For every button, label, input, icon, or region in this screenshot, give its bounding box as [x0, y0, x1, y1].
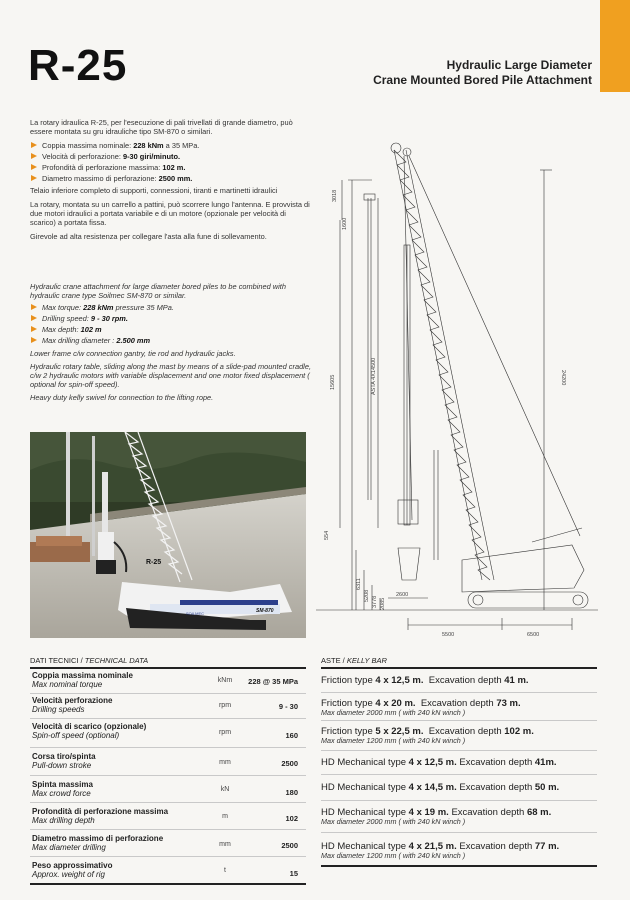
- bullet-label: Max torque:: [42, 303, 82, 312]
- row-value: 2500: [281, 759, 298, 768]
- kelly-row: [321, 669, 597, 693]
- table-row: [30, 694, 306, 719]
- rig-photo-illustration: [30, 432, 306, 638]
- kelly-exc-label: Excavation depth: [459, 757, 533, 768]
- row-unit: rpm: [218, 729, 232, 736]
- kelly-exc-label: Excavation depth: [428, 726, 502, 737]
- bullet-label: Diametro massimo di perforazione:: [42, 174, 157, 183]
- bullet-value: 102 m: [80, 325, 102, 334]
- bullet-label: Max depth:: [42, 325, 79, 334]
- row-label-it: Spinta massima: [32, 780, 93, 789]
- kelly-title-en: KELLY BAR: [346, 656, 387, 665]
- dim-label: 554: [324, 530, 330, 540]
- italian-bullet-torque: [30, 141, 310, 150]
- dim-label: 24200: [560, 370, 566, 386]
- english-intro: Hydraulic crane attachment for large diameter bored piles to be combined with hydraulic crane type Soilmec SM-870 or similar.: [30, 282, 286, 300]
- photo-brand-label: SOILMEC: [186, 611, 205, 616]
- tech-title-it: DATI TECNICI: [30, 656, 79, 665]
- row-label-en: Max drilling depth: [32, 815, 95, 825]
- bullet-value: 9 - 30 rpm.: [90, 314, 128, 323]
- row-value: 180: [285, 788, 298, 797]
- kelly-size: 4 x 21,5 m.: [408, 841, 457, 852]
- dim-label: ASTA 4X14500: [371, 357, 377, 395]
- dim-label: 5208: [364, 589, 370, 602]
- bullet-value: 9-30 giri/minuto.: [122, 152, 181, 161]
- kelly-depth: 102 m.: [504, 726, 534, 737]
- kelly-row: [321, 833, 597, 867]
- tech-title-en: TECHNICAL DATA: [84, 656, 149, 665]
- dim-label: 5500: [442, 632, 455, 638]
- english-paragraph-1: Lower frame c/w connection gantry, tie rod and hydraulic jacks.: [30, 349, 236, 358]
- bullet-label: Max drilling diameter :: [42, 336, 115, 345]
- row-label-it: Coppia massima nominale: [32, 671, 133, 680]
- kelly-title-it: ASTE: [321, 656, 341, 665]
- table-row: [30, 857, 306, 885]
- kelly-size: 4 x 14,5 m.: [408, 782, 457, 793]
- kelly-type: HD Mechanical type: [321, 782, 407, 793]
- photo-crane-label: R-25: [146, 559, 162, 566]
- kelly-depth: 41 m.: [504, 675, 529, 686]
- dim-label: 3018: [332, 189, 338, 202]
- italian-intro: La rotary idraulica R-25, per l'esecuzione di pali trivellati di grande diametro, può essere montata su gru idrauliche tipo SM-870 o similari.: [30, 118, 293, 136]
- english-bullet-diameter: [30, 336, 312, 345]
- row-label-it: Corsa tiro/spinta: [32, 752, 96, 761]
- row-label-en: Max crowd force: [32, 788, 91, 798]
- bullet-value: 102 m.: [162, 163, 186, 172]
- dim-label: 6500: [527, 632, 540, 638]
- bullet-label: Drilling speed:: [42, 314, 89, 323]
- row-label-it: Diametro massimo di perforazione: [32, 834, 164, 843]
- dim-label: 2085: [380, 597, 386, 610]
- kelly-depth: 73 m.: [496, 698, 521, 709]
- italian-description: [30, 118, 310, 241]
- kelly-row: [321, 721, 597, 751]
- english-bullet-torque: [30, 303, 312, 312]
- table-row: [30, 669, 306, 694]
- kelly-note: Max diameter 2000 mm ( with 240 kN winch ): [321, 708, 466, 717]
- bullet-value: 228 kNm: [133, 141, 164, 150]
- model-title: R-25: [28, 41, 128, 90]
- english-bullet-speed: [30, 314, 312, 323]
- row-label-it: Peso approssimativo: [32, 861, 113, 870]
- bullet-value: 228 kNm: [83, 303, 114, 312]
- bullet-suffix: pressure 35 MPa.: [115, 303, 174, 312]
- english-bullet-depth: [30, 325, 312, 334]
- row-value: 15: [289, 869, 298, 878]
- bullet-label: Profondità di perforazione massima:: [42, 163, 161, 172]
- dim-label: 6311: [356, 578, 362, 590]
- kelly-bar-heading: ASTE / KELLY BAR: [321, 656, 387, 665]
- dim-label: 1600: [342, 217, 348, 230]
- kelly-exc-label: Excavation depth: [428, 675, 502, 686]
- bullet-suffix: a 35 MPa.: [165, 141, 200, 150]
- dim-label: 3778: [372, 595, 378, 608]
- rig-technical-drawing: [312, 140, 602, 645]
- italian-bullet-speed: [30, 152, 310, 161]
- kelly-depth: 77 m.: [534, 841, 560, 852]
- italian-paragraph-2: La rotary, montata su un carrello a pattini, può scorrere lungo l'antenna. E provvista di due motori idraulici a portata variabile e di un motore (opzionale per velocità di scarico) a portata fissa.: [30, 200, 310, 227]
- row-value: 102: [285, 814, 298, 823]
- italian-paragraph-1: Telaio inferiore completo di supporti, connessioni, tiranti e martinetti idraulici: [30, 186, 278, 195]
- bullet-label: Velocità di perforazione:: [42, 152, 121, 161]
- row-unit: mm: [219, 841, 231, 848]
- dim-label: 2600: [396, 592, 409, 598]
- kelly-type: Friction type: [321, 698, 373, 709]
- kelly-size: 4 x 19 m.: [408, 807, 449, 818]
- kelly-size: 4 x 20 m.: [375, 698, 416, 709]
- kelly-type: Friction type: [321, 726, 373, 737]
- italian-bullet-depth: [30, 163, 310, 172]
- kelly-exc-label: Excavation depth: [459, 841, 533, 852]
- row-unit: kN: [220, 786, 230, 793]
- italian-paragraph-3: Girevole ad alta resistenza per collegare l'asta alla fune di sollevamento.: [30, 232, 267, 241]
- kelly-note: Max diameter 1200 mm ( with 240 kN winch ): [321, 736, 466, 745]
- kelly-row: [321, 801, 597, 833]
- technical-data-table: [30, 656, 306, 885]
- orange-corner-tab: [600, 0, 630, 92]
- kelly-depth: 41m.: [534, 757, 557, 768]
- technical-data-heading: DATI TECNICI / TECHNICAL DATA: [30, 656, 149, 665]
- row-unit: rpm: [218, 702, 232, 709]
- row-unit: m: [222, 813, 228, 820]
- row-value: 228 @ 35 MPa: [248, 677, 298, 686]
- kelly-exc-label: Excavation depth: [459, 782, 533, 793]
- kelly-exc-label: Excavation depth: [451, 807, 525, 818]
- kelly-row: [321, 751, 597, 775]
- header-title-line1: Hydraulic Large Diameter: [446, 58, 592, 72]
- kelly-type: Friction type: [321, 675, 373, 686]
- row-unit: t: [224, 867, 226, 874]
- table-row: [30, 748, 306, 776]
- kelly-exc-label: Excavation depth: [420, 698, 494, 709]
- row-label-en: Drilling speeds: [32, 704, 85, 714]
- table-row: [30, 776, 306, 803]
- kelly-size: 5 x 22,5 m.: [375, 726, 424, 737]
- table-row: [30, 719, 306, 748]
- header-title-line2: Crane Mounted Bored Pile Attachment: [373, 73, 592, 87]
- table-row: [30, 830, 306, 857]
- row-label-en: Approx. weight of rig: [32, 869, 105, 879]
- bullet-value: 2.500 mm: [116, 336, 151, 345]
- row-label-en: Spin-off speed (optional): [32, 730, 120, 740]
- table-row: [30, 803, 306, 830]
- kelly-note: Max diameter 2000 mm ( with 240 kN winch ): [321, 817, 466, 826]
- row-unit: mm: [219, 759, 231, 766]
- kelly-type: HD Mechanical type: [321, 841, 407, 852]
- dim-label: 15605: [330, 374, 336, 390]
- kelly-type: HD Mechanical type: [321, 757, 407, 768]
- kelly-row: [321, 775, 597, 801]
- kelly-row: [321, 693, 597, 721]
- row-label-en: Pull-down stroke: [32, 760, 92, 770]
- kelly-note: Max diameter 1200 mm ( with 240 kN winch ): [321, 851, 466, 860]
- row-unit: kNm: [217, 677, 233, 684]
- row-value: 9 - 30: [278, 702, 298, 711]
- rig-drawing-svg: [312, 140, 602, 645]
- row-label-en: Max nominal torque: [32, 679, 103, 689]
- kelly-size: 4 x 12,5 m.: [408, 757, 457, 768]
- row-value: 160: [285, 731, 298, 740]
- kelly-size: 4 x 12,5 m.: [375, 675, 424, 686]
- rig-photo: [30, 432, 306, 638]
- kelly-bar-table: [321, 656, 597, 867]
- english-description: [30, 282, 312, 402]
- bullet-label: Coppia massima nominale:: [42, 141, 132, 150]
- row-value: 2500: [281, 841, 298, 850]
- english-paragraph-3: Heavy duty kelly swivel for connection to the lifting rope.: [30, 393, 214, 402]
- english-paragraph-2: Hydraulic rotary table, sliding along the mast by means of a slide-pad mounted cradle, c/w 2 hydraulic motors with variable displacement and one motor fixed displacement ( optional for spin-off speed).: [30, 362, 311, 389]
- kelly-type: HD Mechanical type: [321, 807, 407, 818]
- kelly-depth: 50 m.: [534, 782, 560, 793]
- bullet-value: 2500 mm.: [158, 174, 193, 183]
- row-label-it: Velocità perforazione: [32, 696, 113, 705]
- row-label-en: Max diameter drilling: [32, 842, 106, 852]
- kelly-depth: 68 m.: [526, 807, 552, 818]
- row-label-it: Velocità di scarico (opzionale): [32, 722, 147, 731]
- photo-carrier-label: SM-870: [256, 608, 274, 614]
- italian-bullet-diameter: [30, 174, 310, 183]
- row-label-it: Profondità di perforazione massima: [32, 807, 169, 816]
